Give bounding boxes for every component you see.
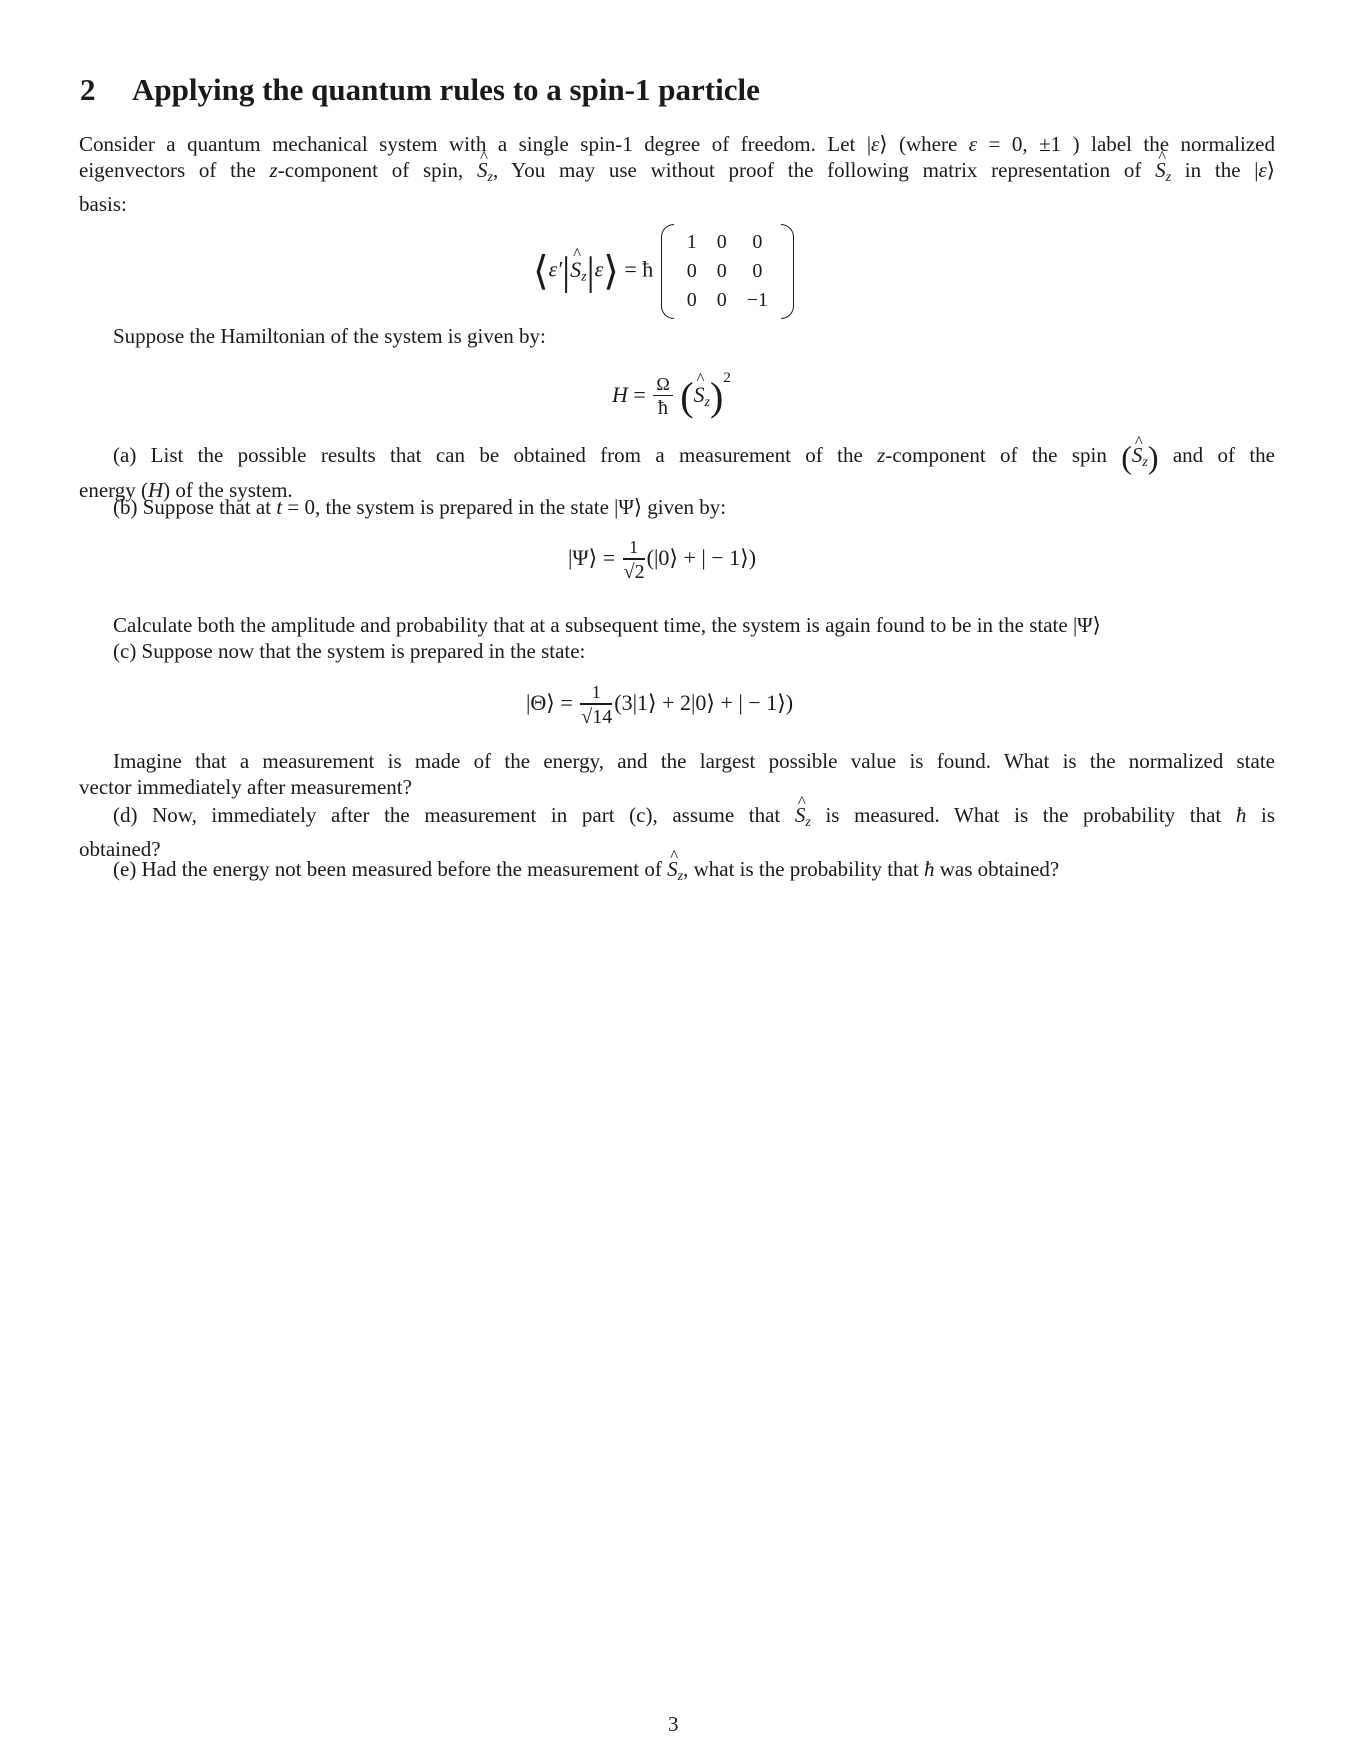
epsilon-symbol: ε [871, 132, 880, 156]
part-d-line-1 [79, 802, 1275, 836]
matrix-row [677, 286, 778, 315]
hbar-symbol: ħ [1235, 803, 1247, 827]
fraction-numerator: 1 [580, 681, 612, 704]
hbar-symbol: ħ [923, 857, 935, 881]
part-c-question-line-2: vector immediately after measurement? [79, 775, 412, 799]
equation-sz-matrix [533, 228, 796, 315]
part-a-text-5: ) of the system. [163, 478, 293, 502]
intro-text-1a: Consider a quantum mechanical system with a single spin-1 degree of freedom. Let | [79, 132, 872, 156]
s-hat-operator: ^ S [795, 802, 806, 828]
s-hat-operator: ^ S [477, 157, 488, 183]
page-number: 3 [668, 1712, 679, 1736]
matrix-cell: 0 [716, 231, 727, 253]
intro-line-1 [79, 131, 1275, 157]
part-a-text-3: and of the [1158, 442, 1275, 467]
intro-text-1b: ⟩ (where [879, 132, 969, 156]
matrix-cell: 0 [686, 260, 697, 282]
s-hat-operator: ^ S [1132, 442, 1143, 468]
matrix-cell: −1 [746, 289, 769, 311]
subscript-z: z [581, 269, 587, 285]
subscript-z: z [1165, 170, 1172, 185]
intro-text-2c: , You may use without proof the following matrix representation of [492, 158, 1156, 182]
section-number: 2 [80, 72, 96, 107]
matrix-grid [677, 228, 778, 315]
part-e-text-2: , what is the probability that [683, 857, 924, 881]
part-a-text-2: -component of the spin [885, 442, 1122, 467]
one-over-root-fourteen [580, 681, 612, 729]
s-hat-operator: ^ S [1155, 157, 1166, 183]
psi-superposition: (|0⟩ + | − 1⟩) [646, 545, 757, 571]
matrix-cell: 0 [752, 260, 763, 282]
part-a-text-1: (a) List the possible results that can be obtained from a measurement of the [113, 442, 878, 467]
equation-psi [568, 536, 756, 584]
sz-matrix [659, 228, 796, 315]
matrix-row [677, 228, 778, 257]
fraction-denominator: ħ [658, 397, 668, 420]
fraction-numerator: Ω [653, 373, 672, 396]
s-hat-operator: ^ S [667, 856, 678, 882]
part-d-text-2: is measured. What is the probability that [810, 803, 1236, 827]
intro-text-2d: in the | [1171, 158, 1259, 182]
section-title: Applying the quantum rules to a spin-1 particle [132, 72, 760, 107]
theta-ket: |Θ⟩ = [526, 690, 573, 716]
subscript-z: z [1142, 454, 1148, 470]
part-b-text-1: (b) Suppose that at [113, 495, 277, 519]
bar-symbol: | [562, 248, 571, 294]
z-symbol: z [269, 158, 278, 182]
matrix-cell: 1 [686, 231, 697, 253]
paren-open: ( [680, 373, 694, 419]
intro-text-2e: ⟩ [1266, 158, 1275, 182]
part-e-text-3: was obtained? [934, 857, 1060, 881]
epsilon-prime: ε′ [548, 256, 563, 282]
part-e-text-1: (e) Had the energy not been measured before the measurement of [113, 857, 668, 881]
bar-symbol: | [586, 248, 595, 294]
fraction-denominator: √14 [581, 706, 613, 728]
paren-close: ) [709, 373, 724, 419]
fraction-denominator: √2 [623, 561, 645, 583]
part-d-line-2: obtained? [79, 837, 161, 861]
equation-hamiltonian [612, 370, 731, 420]
epsilon-symbol: ε [594, 256, 604, 282]
matrix-cell: 0 [716, 260, 727, 282]
exponent: 2 [723, 370, 731, 386]
part-b-question [113, 612, 1275, 638]
equals-hbar: = ħ [624, 256, 654, 282]
s-hat-operator: ^ S [694, 382, 705, 408]
part-b-question-text: Calculate both the amplitude and probability that at a subsequent time, the system is again found to be in the state |Ψ⟩ [113, 613, 1101, 637]
hamiltonian-symbol: H [612, 382, 628, 407]
intro-line-2 [79, 157, 1275, 191]
subscript-z: z [805, 815, 811, 830]
part-b [113, 494, 1273, 520]
part-a-text-4: energy ( [79, 478, 148, 502]
intro-paragraph [79, 131, 1275, 217]
theta-superposition: (3|1⟩ + 2|0⟩ + | − 1⟩) [614, 690, 794, 716]
subscript-z: z [704, 395, 710, 410]
part-c-question [79, 748, 1275, 800]
epsilon-symbol: ε [968, 132, 978, 156]
z-symbol: z [877, 442, 886, 467]
psi-ket: |Ψ⟩ = [568, 545, 616, 571]
equation-theta [526, 681, 793, 729]
part-a-line-1 [79, 437, 1275, 477]
section-heading [80, 72, 760, 108]
part-c-question-line-1: Imagine that a measurement is made of the energy, and the largest possible value is found. What is the normalized state [113, 749, 1275, 773]
intro-line-3: basis: [79, 192, 127, 216]
part-d-text-3: is [1246, 803, 1275, 827]
matrix-row [677, 257, 778, 286]
epsilon-symbol: ε [1258, 158, 1267, 182]
paren-open: ( [1121, 439, 1132, 475]
fraction-numerator: 1 [623, 536, 645, 559]
intro-text-1c: = 0, ±1 ) label the normalized [977, 132, 1276, 156]
part-b-text-2: = 0, the system is prepared in the state |Ψ⟩ given by: [282, 495, 727, 519]
angle-bracket-open: ⟨ [533, 248, 549, 294]
intro-text-2a: eigenvectors of the [79, 158, 270, 182]
matrix-cell: 0 [686, 289, 697, 311]
t-symbol: t [276, 495, 283, 519]
intro-text-2b: -component of spin, [277, 158, 477, 182]
s-hat-operator: ^ S [570, 257, 581, 283]
matrix-cell: 0 [716, 289, 727, 311]
angle-bracket-close: ⟩ [603, 248, 619, 294]
part-c: (c) Suppose now that the system is prepared in the state: [113, 639, 586, 663]
part-d-text-1: (d) Now, immediately after the measurement in part (c), assume that [113, 803, 795, 827]
one-over-root-two [623, 536, 645, 584]
equals-sign: = [633, 382, 646, 407]
omega-over-hbar [653, 373, 672, 420]
paren-close: ) [1147, 439, 1159, 475]
part-e [113, 856, 1273, 890]
matrix-cell: 0 [752, 231, 763, 253]
hamiltonian-intro: Suppose the Hamiltonian of the system is given by: [113, 324, 546, 348]
subscript-z: z [487, 170, 493, 185]
hamiltonian-symbol: H [148, 478, 164, 502]
subscript-z: z [677, 869, 684, 884]
